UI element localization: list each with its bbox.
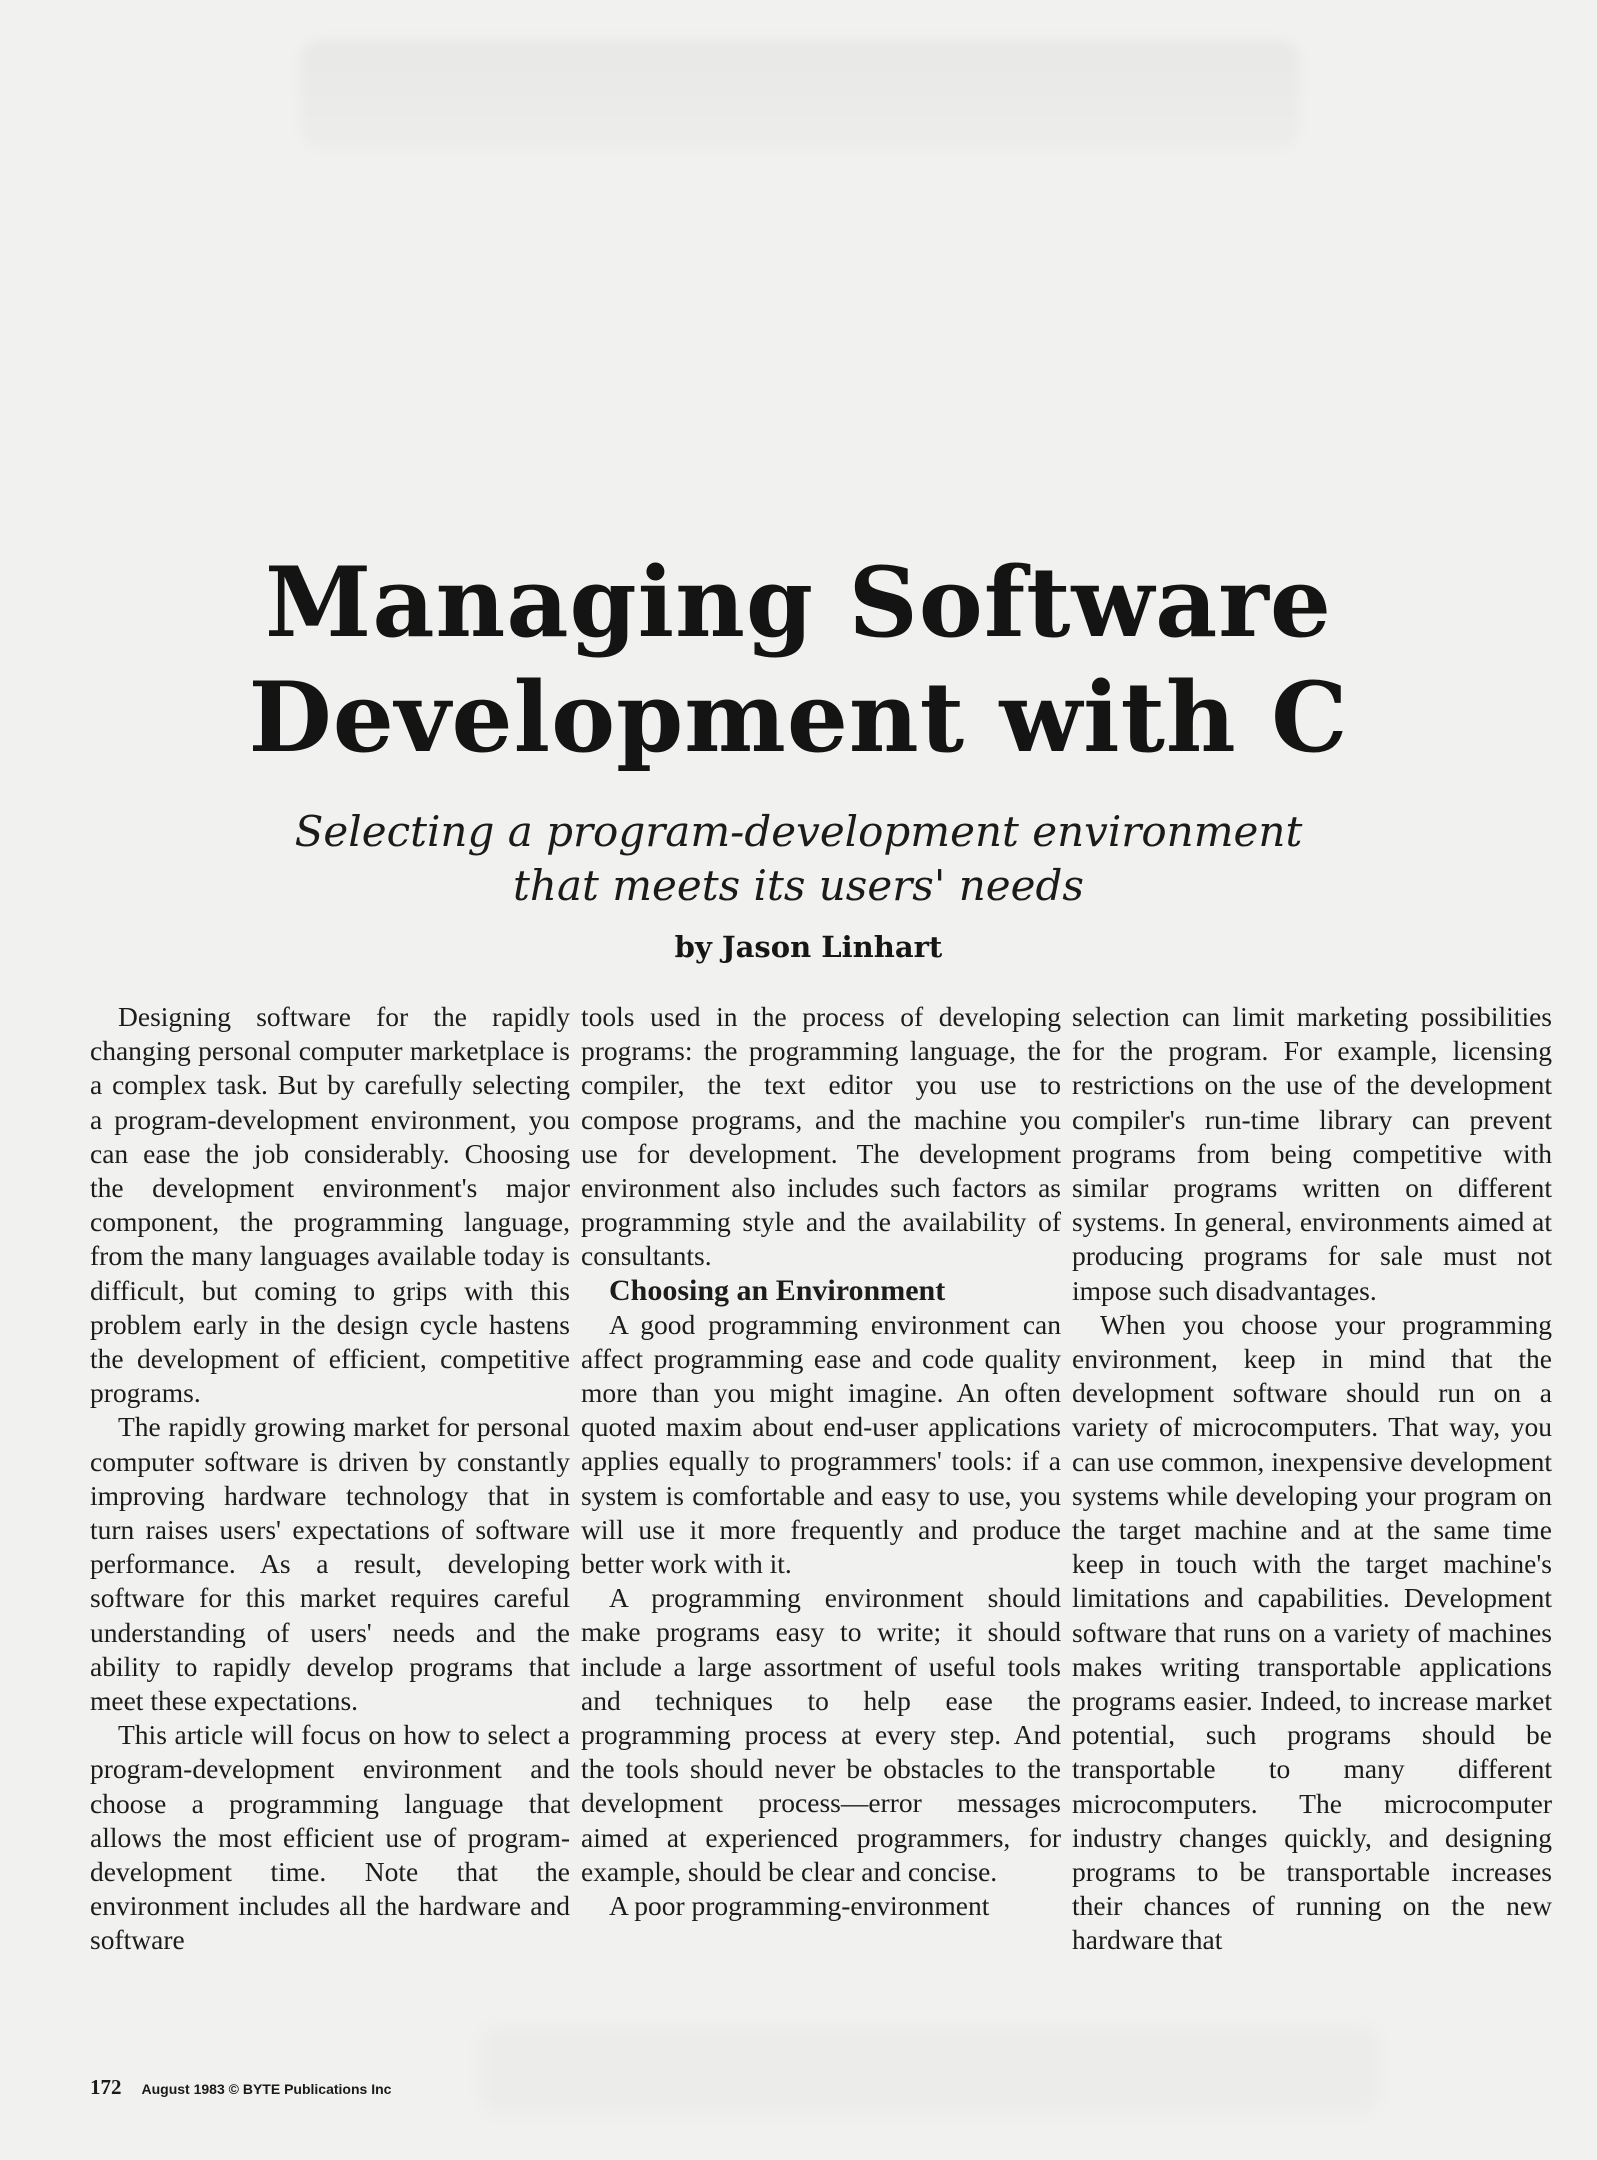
article-title bbox=[0, 545, 1597, 775]
paragraph: A programming environment should make programs easy to write; it should include a large assortment of useful tools and techniques to help ease the programming process at every step. And the tools should never be obstacles to the development process—error messages aimed at experienced programmers, for example, should be clear and concise. bbox=[581, 1582, 1061, 1887]
paragraph: A poor programming-environment bbox=[609, 1890, 990, 1922]
text-column-3 bbox=[1072, 1000, 1552, 1958]
article-subtitle bbox=[0, 805, 1597, 913]
article-subtitle-line1: Selecting a program-development environment bbox=[294, 807, 1303, 856]
paragraph: selection can limit marketing possibilities for the program. For example, licensing restrictions on the use of the development compiler's run-time library can prevent programs from being competitive with similar programs written on different systems. In general, environments aimed at producing programs for sale must not impose such disadvantages. bbox=[1072, 1001, 1552, 1306]
byline: by Jason Linhart bbox=[674, 930, 943, 964]
paragraph: This article will focus on how to select a program-development environment and choose a programming language that allows the most efficient use of program-development time. Note that the environment includes all the hardware and software bbox=[90, 1719, 570, 1956]
page-number: 172 bbox=[90, 2075, 122, 2099]
page-footer bbox=[90, 2075, 391, 2100]
bleed-through-shadow-top bbox=[300, 40, 1300, 150]
text-column-2 bbox=[581, 1000, 1061, 1923]
bleed-through-shadow-bottom bbox=[480, 2025, 1380, 2115]
article-title-line2: Development with C bbox=[248, 661, 1349, 774]
paragraph: tools used in the process of developing programs: the programming language, the compiler, the text editor you use to compose programs, and the machine you use for development. The development environment also includes such factors as programming style and the availability of consultants. bbox=[581, 1001, 1061, 1272]
paragraph: When you choose your programming environment, keep in mind that the development software should run on a variety of microcomputers. That way, you can use common, inexpensive development systems while developing your program on the target machine and at the same time keep in touch with the target machine's limitations and capabilities. Development software that runs on a variety of machines makes writing transportable applications programs easier. Indeed, to increase market potential, such programs should be transportable to many different microcomputers. The microcomputer industry changes quickly, and designing programs to be transportable increases their chances of running on the new hardware that bbox=[1072, 1308, 1552, 1956]
paragraph: The rapidly growing market for personal computer software is driven by constantly improving hardware technology that in turn raises users' expectations of software performance. As a result, developing software for this market requires careful understanding of users' needs and the ability to rapidly develop programs that meet these expectations. bbox=[90, 1411, 570, 1717]
text-column-1 bbox=[90, 1000, 570, 1958]
article-subtitle-line2: that meets its users' needs bbox=[513, 861, 1084, 910]
paragraph: A good programming environment can affect programming ease and code quality more than you might imagine. An often quoted maxim about end-user applications applies equally to programmers' tools: if a system is comfortable and easy to use, you will use it more frequently and produce better work with it. bbox=[581, 1308, 1061, 1580]
section-heading: Choosing an Environment bbox=[609, 1273, 946, 1307]
paragraph: Designing software for the rapidly changing personal computer marketplace is a complex task. But by carefully selecting a program-development environment, you can ease the job considerably. Choosing the development environment's major component, the programming language, from the many languages available today is difficult, but coming to grips with this problem early in the design cycle hastens the development of efficient, competitive programs. bbox=[90, 1001, 570, 1409]
publication-credit: August 1983 © BYTE Publications Inc bbox=[141, 2081, 392, 2097]
article-title-line1: Managing Software bbox=[265, 546, 1332, 659]
